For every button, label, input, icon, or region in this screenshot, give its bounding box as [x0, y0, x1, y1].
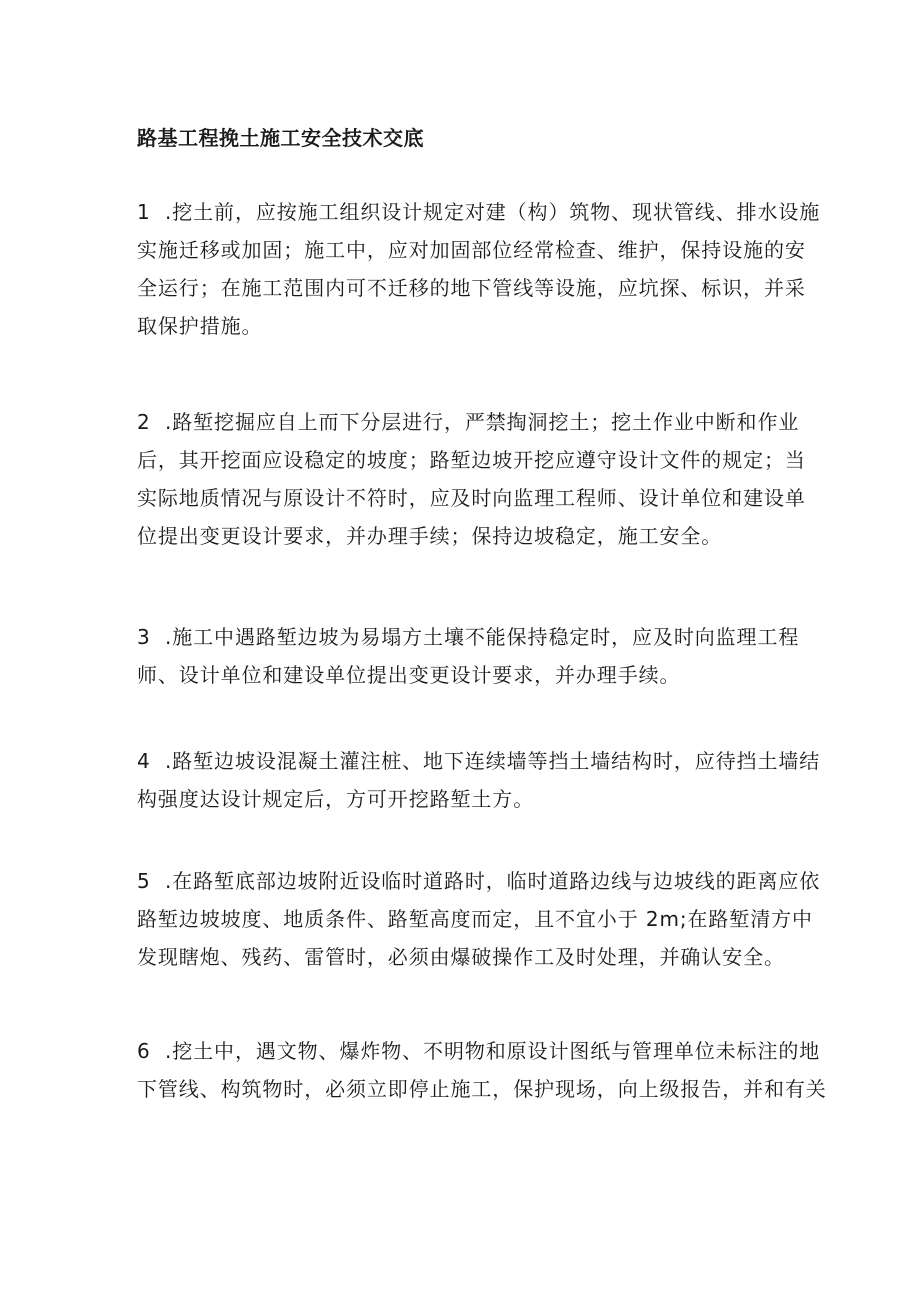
clause-line: 后，其开挖面应设稳定的坡度；路堑边坡开挖应遵守设计文件的规定；当 — [137, 448, 806, 472]
clause-number: 5 — [137, 869, 151, 893]
clause-number: 3 — [137, 625, 151, 649]
clause-text: .挖土前，应按施工组织设计规定对建（构）筑物、现状管线、排水设施 — [165, 200, 821, 224]
clause-6 — [137, 1032, 827, 1108]
clause-number: 1 — [137, 200, 151, 224]
clause-2 — [137, 403, 806, 555]
clause-line — [137, 862, 821, 900]
clause-line: 路堑边坡坡度、地质条件、路堑高度而定，且不宜小于 2m;在路堑清方中 — [137, 907, 813, 931]
clause-line — [137, 403, 799, 441]
clause-4 — [137, 742, 821, 818]
document-title: 路基工程挽土施工安全技术交底 — [137, 126, 424, 150]
clause-line: 发现瞎炮、残药、雷管时，必须由爆破操作工及时处理，并确认安全。 — [137, 945, 785, 969]
clause-line: 全运行；在施工范围内可不迁移的地下管线等设施，应坑探、标识，并采 — [137, 276, 806, 300]
clause-1 — [137, 193, 821, 345]
clause-line: 下管线、构筑物时，必须立即停止施工，保护现场，向上级报告，并和有关 — [137, 1077, 827, 1101]
clause-line: 取保护措施。 — [137, 314, 263, 338]
clause-line: 位提出变更设计要求，并办理手续；保持边坡稳定，施工安全。 — [137, 524, 723, 548]
clause-line: 实施迁移或加固；施工中，应对加固部位经常检查、维护，保持设施的安 — [137, 238, 806, 262]
clause-text: .路堑挖掘应自上而下分层进行，严禁掏洞挖土；挖土作业中断和作业 — [165, 410, 800, 434]
clause-text: .在路堑底部边坡附近设临时道路时，临时道路边线与边坡线的距离应依 — [165, 869, 821, 893]
clause-text: .挖土中，遇文物、爆炸物、不明物和原设计图纸与管理单位未标注的地 — [165, 1039, 821, 1063]
clause-line — [137, 742, 821, 780]
clause-line: 师、设计单位和建设单位提出变更设计要求，并办理手续。 — [137, 663, 681, 687]
clause-line — [137, 1032, 821, 1070]
clause-3 — [137, 618, 799, 694]
clause-line: 构强度达设计规定后，方可开挖路堑土方。 — [137, 787, 535, 811]
clause-number: 2 — [137, 410, 151, 434]
clause-line: 实际地质情况与原设计不符时，应及时向监理工程师、设计单位和建设单 — [137, 486, 806, 510]
clause-number: 6 — [137, 1039, 151, 1063]
clause-line — [137, 618, 799, 656]
clause-5 — [137, 862, 821, 976]
clause-number: 4 — [137, 749, 151, 773]
clause-line — [137, 193, 821, 231]
clause-text: .路堑边坡设混凝土灌注桩、地下连续墙等挡土墙结构时，应待挡土墙结 — [165, 749, 821, 773]
clause-text: .施工中遇路堑边坡为易塌方土壤不能保持稳定时，应及时向监理工程 — [165, 625, 800, 649]
